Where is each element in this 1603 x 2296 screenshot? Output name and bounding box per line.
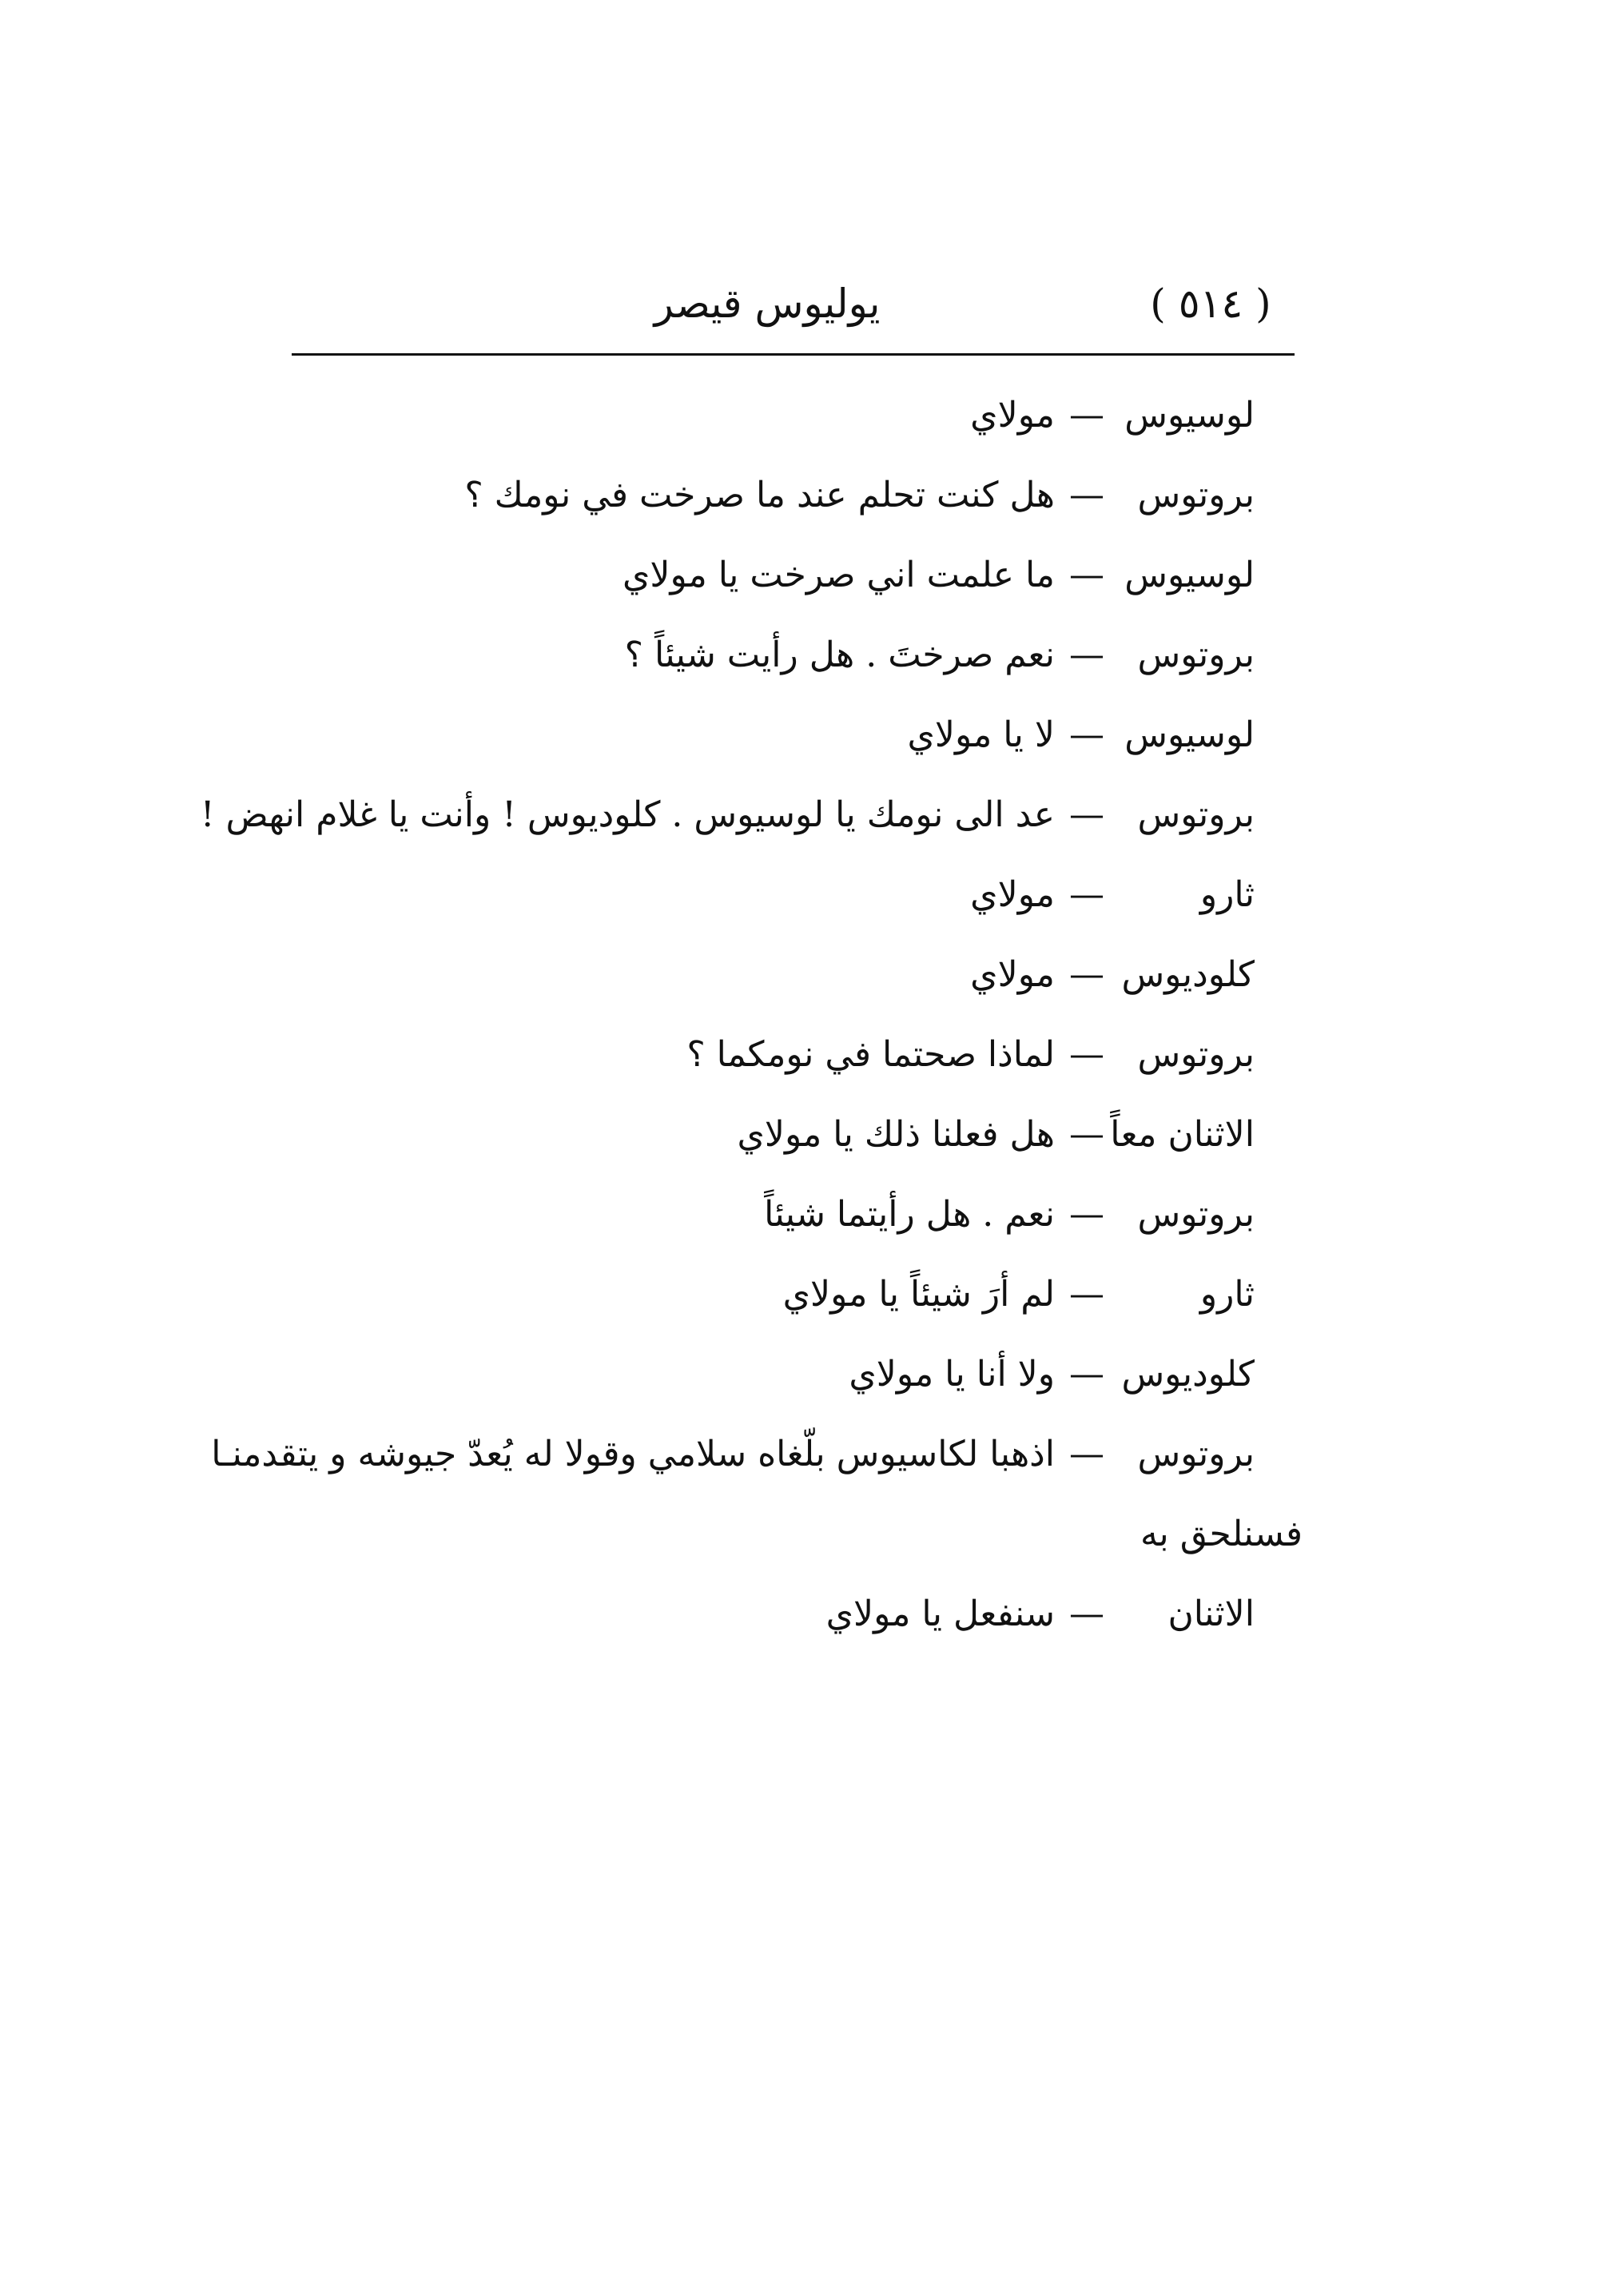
dialogue-line [200,775,1255,855]
dialogue-line [272,1335,1255,1415]
speech-text: لماذا صحتما في نومكما ؟ [686,1034,1055,1075]
speaker-name: بروتوس [1137,1194,1255,1235]
speech-text: هل فعلنا ذلك يا مولاي [737,1114,1055,1155]
speech-text: اذهبا لكاسيوس بلّغاه سلامي وقولا له يُعدّ جيوشه و يتقدمنـا [211,1434,1055,1474]
dialogue-line [272,695,1255,775]
continuation-line: فسنلحق به [1140,1514,1303,1554]
dialogue-line [272,535,1255,615]
dash: — [1069,1354,1104,1395]
dialogue-line [272,855,1255,935]
dialogue-line [272,1255,1255,1335]
dash: — [1069,635,1104,675]
speech-text: ما علمت اني صرخت يا مولاي [622,555,1055,595]
dialogue-line [272,615,1255,695]
speaker-name: بروتوس [1137,635,1255,675]
dialogue-line [272,1015,1255,1095]
speech-text: نعم صرختَ . هل رأيت شيئاً ؟ [624,635,1055,675]
page-number: ( ٥١٤ ) [1150,281,1271,327]
dash: — [1069,874,1104,915]
dash: — [1069,555,1104,595]
dialogue-line [272,1175,1255,1255]
speech-text: سنفعل يا مولاي [825,1594,1055,1634]
dash: — [1069,1434,1104,1474]
speaker-name: بروتوس [1137,794,1255,835]
dialogue-line [211,1415,1255,1494]
speaker-name: الاثنان معاً [1110,1114,1255,1155]
speech-text: لم أرَ شيئاً يا مولاي [782,1274,1055,1315]
speaker-name: كلوديوس [1121,1354,1255,1395]
speech-text: نعم . هل رأيتما شيئاً [764,1194,1055,1235]
speaker-name: لوسيوس [1124,395,1255,436]
header-divider [292,353,1295,356]
dash: — [1069,1194,1104,1235]
dialogue-line [272,935,1255,1015]
dialogue-body [200,376,1303,1654]
dash: — [1069,475,1104,515]
dialogue-line [272,376,1255,456]
dash: — [1069,1594,1104,1634]
speaker-name: الاثنان [1167,1594,1255,1634]
dash: — [1069,714,1104,755]
speech-text: عد الى نومك يا لوسيوس . كلوديوس ! وأنت يا غلام انهض ! [200,794,1055,835]
dash: — [1069,1114,1104,1155]
speech-text: مولاي [970,395,1055,436]
speaker-name: لوسيوس [1124,714,1255,755]
speech-text: ولا أنا يا مولاي [849,1354,1055,1395]
dash: — [1069,1034,1104,1075]
speaker-name: ثارو [1199,874,1255,915]
speaker-name: بروتوس [1137,1434,1255,1474]
dialogue-line [272,1574,1255,1654]
speaker-name: بروتوس [1137,1034,1255,1075]
dash: — [1069,1274,1104,1315]
speech-text: مولاي [970,954,1055,995]
dialogue-line [272,456,1255,535]
speaker-name: بروتوس [1137,475,1255,515]
speaker-name: كلوديوس [1121,954,1255,995]
dash: — [1069,954,1104,995]
dash: — [1069,395,1104,436]
page-title: يوليوس قيصر [654,281,881,327]
speech-text: لا يا مولاي [907,714,1055,755]
dash: — [1069,794,1104,835]
speaker-name: ثارو [1199,1274,1255,1315]
dialogue-line [272,1095,1255,1175]
speech-text: هل كنت تحلم عند ما صرخت في نومك ؟ [464,475,1055,515]
speech-text: مولاي [970,874,1055,915]
speaker-name: لوسيوس [1124,555,1255,595]
